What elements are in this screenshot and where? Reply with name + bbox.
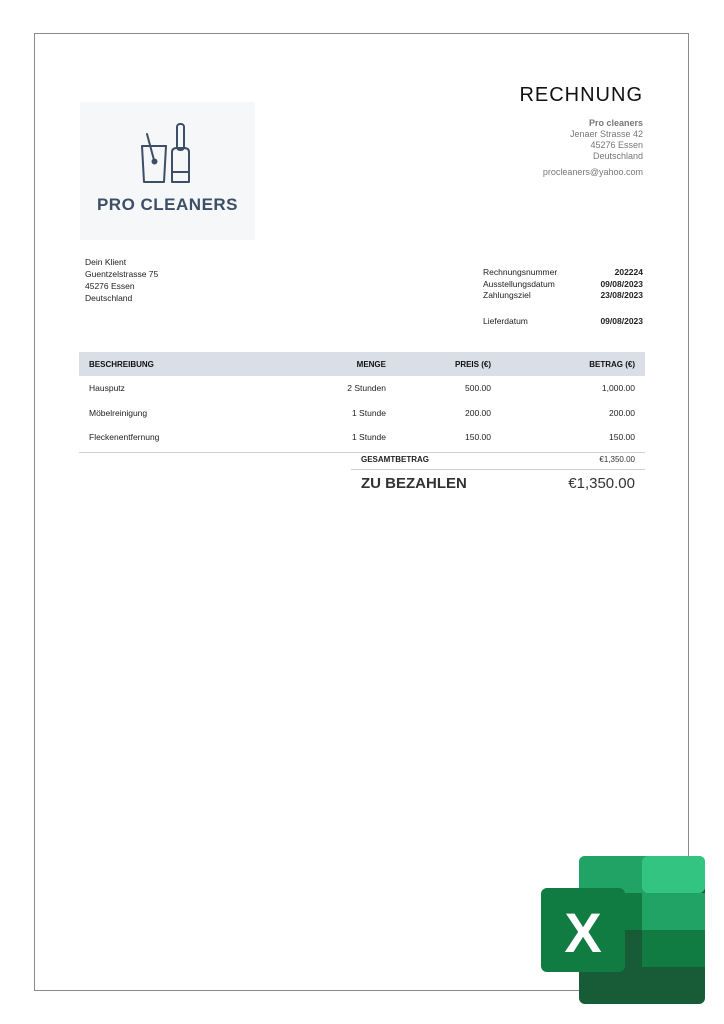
excel-icon [541, 856, 705, 1004]
client-address [85, 256, 158, 304]
sender-name: Pro cleaners [588, 118, 643, 128]
invoice-title: RECHNUNG [519, 84, 643, 106]
total-row [351, 452, 645, 467]
row-price: 500.00 [465, 383, 491, 394]
invoice-page [34, 33, 689, 991]
header-amount: BETRAG (€) [589, 359, 635, 369]
logo-wordmark: PRO CLEANERS [96, 195, 239, 214]
sender-city: 45276 Essen [590, 140, 643, 150]
row-amount: 1,000.00 [601, 383, 635, 394]
delivery-date-row [483, 316, 643, 328]
delivery-date-value: 09/08/2023 [600, 315, 643, 326]
bucket-brush-icon [137, 122, 201, 188]
due-date-value: 23/08/2023 [600, 290, 643, 300]
row-amount: 150.00 [609, 432, 635, 443]
header-price: PREIS (€) [454, 359, 491, 369]
sender-address [570, 118, 643, 162]
row-description: Hausputz [89, 383, 125, 394]
row-quantity: 2 Stunden [347, 383, 386, 394]
table-row [79, 401, 645, 426]
total-value: €1,350.00 [599, 455, 635, 464]
sender-street: Jenaer Strasse 42 [569, 129, 643, 139]
amount-due-value: €1,350.00 [568, 474, 635, 492]
summary-divider [351, 469, 645, 470]
header-quantity: MENGE [356, 359, 386, 369]
invoice-summary [351, 452, 645, 495]
invoice-number-label: Rechnungsnummer [483, 267, 558, 277]
due-date-label: Zahlungsziel [483, 290, 531, 300]
row-price: 200.00 [465, 407, 491, 418]
excel-letter: X [564, 901, 602, 964]
header-description: BESCHREIBUNG [89, 359, 154, 369]
invoice-number-row [483, 267, 643, 279]
row-price: 150.00 [465, 432, 491, 443]
company-logo [80, 102, 255, 240]
delivery-date-label: Lieferdatum [483, 315, 528, 326]
client-street: Guentzelstrasse 75 [85, 269, 159, 279]
table-header [79, 352, 645, 376]
issue-date-label: Ausstellungsdatum [483, 278, 555, 289]
row-quantity: 1 Stunde [351, 432, 386, 443]
invoice-meta [483, 267, 643, 327]
row-description: Fleckenentfernung [89, 432, 160, 443]
sender-country: Deutschland [592, 151, 643, 161]
client-country: Deutschland [85, 293, 133, 303]
amount-due-label: ZU BEZAHLEN [361, 474, 467, 492]
line-items-table [79, 352, 645, 453]
total-label: GESAMTBETRAG [361, 455, 429, 464]
issue-date-row [483, 279, 643, 291]
table-row [79, 425, 645, 450]
sender-email: procleaners@yahoo.com [542, 167, 643, 177]
table-row [79, 376, 645, 401]
row-amount: 200.00 [609, 407, 635, 418]
invoice-number-value: 202224 [614, 267, 643, 277]
issue-date-value: 09/08/2023 [600, 278, 643, 289]
client-name: Dein Klient [85, 257, 127, 267]
client-city: 45276 Essen [85, 281, 135, 291]
row-quantity: 1 Stunde [351, 407, 386, 418]
amount-due-row [351, 471, 645, 495]
due-date-row [483, 290, 643, 302]
row-description: Möbelreinigung [89, 407, 148, 418]
